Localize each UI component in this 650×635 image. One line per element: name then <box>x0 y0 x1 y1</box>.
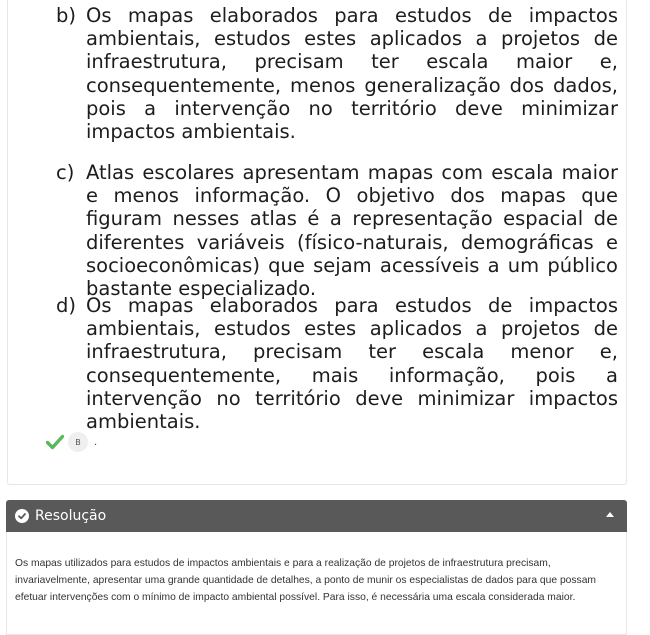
answer-suffix: . <box>94 436 98 448</box>
option-text: Atlas escolares apresentam mapas com escala maior e menos informação. O objetivo dos mapas que figuram nesses atlas é a representação espacial de diferentes variáveis (físico-naturais, demográficas e socioeconômicas) que sejam acessíveis a um público bastante especializado. <box>86 161 618 301</box>
option-text: Os mapas elaborados para estudos de impactos ambientais, estudos estes aplicados a projetos de infraestrutura, precisam ter escala maior e, consequentemente, menos generalização dos dados, pois a intervenção no território deve minimizar impactos ambientais. <box>86 4 618 144</box>
resolution-title: Resolução <box>35 508 107 524</box>
question-card <box>7 0 627 485</box>
option-letter: c) <box>56 161 75 184</box>
resolution-text: Os mapas utilizados para estudos de impactos ambientais e para a realização de projetos de infraestrutura precisam, invariavelmente, apresentar uma grande quantidade de detalhes, a ponto de munir os especialistas de dados para que possam efetuar intervenções com o mínimo de impacto ambiental possível. Para isso, é necessária uma escala considerada maior. <box>15 558 597 603</box>
resolution-body <box>6 532 627 635</box>
correct-answer <box>46 432 97 452</box>
check-circle-icon <box>15 509 29 523</box>
check-icon <box>46 434 64 450</box>
option-text: Os mapas elaborados para estudos de impactos ambientais, estudos estes aplicados a projetos de infraestrutura, precisam ter escala menor e, consequentemente, mais informação, pois a intervenção no território deve minimizar impactos ambientais. <box>86 294 618 434</box>
option-letter: d) <box>56 294 76 317</box>
option-letter: b) <box>56 4 76 27</box>
resolution-header[interactable] <box>6 500 627 532</box>
answer-badge: B <box>68 432 88 452</box>
caret-up-icon[interactable] <box>606 512 614 517</box>
option-c <box>58 161 618 300</box>
option-b <box>58 4 618 143</box>
option-d <box>58 294 618 433</box>
